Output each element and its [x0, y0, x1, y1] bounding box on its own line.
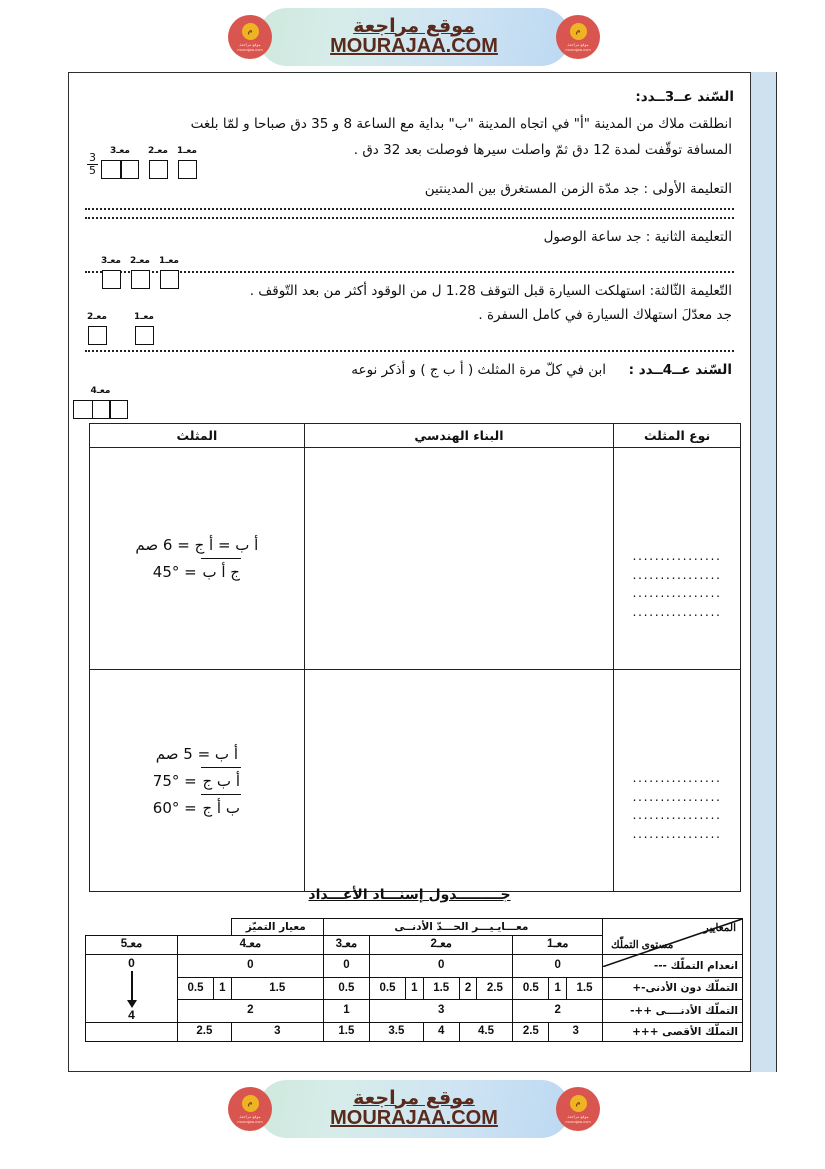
side-equality: أ ب = أ ج = 6 صم [135, 536, 259, 555]
excellence-scale-cell [86, 955, 178, 1023]
banner-text [258, 8, 570, 66]
logo-caption: موقع مراجعة mourajaa.com [565, 41, 591, 52]
angle-value: = 60° [152, 799, 202, 817]
score-checkbox[interactable] [88, 326, 107, 345]
partial-m2-c5: 2.5 [477, 977, 513, 1000]
cell-triangle-type[interactable] [614, 448, 741, 670]
side-strip [751, 72, 777, 1072]
logo-caption: موقع مراجعة mourajaa.com [237, 1113, 263, 1124]
max-m4-b: 2.5 [178, 1023, 232, 1042]
table-row [90, 670, 741, 892]
triangle-spec-line [91, 767, 303, 794]
logo-mark: م [242, 23, 259, 40]
angle-notation: أ ب ج [201, 767, 241, 794]
grading-corner-bottom-label: مستوى التملّك [611, 938, 674, 951]
logo-caption: موقع مراجعة mourajaa.com [237, 41, 263, 52]
score-boxes-instruction-2[interactable] [101, 255, 179, 289]
grading-table-title: جـــــــــدول إسنـــاد الأعـــداد [308, 887, 511, 903]
excellence-bottom-value: 4 [128, 1007, 135, 1022]
grading-row-maximum [86, 1023, 743, 1042]
excellence-arrow [86, 955, 177, 1022]
footer-banner [228, 1078, 600, 1140]
site-logo-right [556, 15, 600, 59]
score-box-label: معـ1 [134, 312, 154, 322]
score-box-label: معـ3 [110, 146, 130, 156]
criterion-header-m3: معـ3 [323, 936, 369, 955]
partial-m2-c4: 2 [459, 977, 477, 1000]
dots-line: ................ [632, 826, 722, 842]
angle-notation: ب أ ج [201, 794, 241, 821]
cell-triangle-spec [90, 670, 305, 892]
answer-line[interactable] [85, 208, 734, 210]
angle-value: = 75° [152, 771, 202, 790]
cell-triangle-type[interactable] [614, 670, 741, 892]
criterion-header-m5: معـ5 [86, 936, 178, 955]
triangle-spec-line [91, 794, 303, 821]
score-checkbox[interactable] [102, 270, 121, 289]
banner-arabic-title: موقع مراجعة [353, 14, 475, 37]
fraction-three-fifths [87, 152, 98, 176]
logo-mark: م [242, 1095, 259, 1112]
max-m1-b: 2.5 [513, 1023, 549, 1042]
max-m3: 1.5 [323, 1023, 369, 1042]
triangle-table [89, 423, 741, 892]
header-triangle-type: نوع المثلث [614, 424, 741, 448]
group-excellence-criterion: معيار التميّز [231, 919, 323, 936]
max-m2-c: 3.5 [370, 1023, 424, 1042]
max-excellence-blank [86, 1023, 178, 1042]
row-label-minimum: التملّك الأدنــــى ++- [603, 1000, 743, 1023]
score-box-label: معـ2 [148, 146, 168, 156]
score-checkbox[interactable] [160, 270, 179, 289]
criterion-header-m1: معـ1 [513, 936, 603, 955]
zero-m4: 0 [178, 955, 324, 978]
score-box-cell[interactable] [101, 145, 139, 179]
criterion-header-m2: معـ2 [370, 936, 513, 955]
score-box-cell[interactable] [130, 255, 150, 289]
dots-line: ................ [632, 547, 722, 563]
side-equality: أ ب = 5 صم [155, 744, 238, 763]
instruction-1-text: التعليمة الأولى : جد مدّة الزمن المستغرق بين المدينتين [424, 180, 732, 197]
logo-mark: م [570, 23, 587, 40]
score-box-cell[interactable] [101, 255, 121, 289]
group-minimum-criteria: معـــايـيـــر الحـــدّ الأدنــى [323, 919, 602, 936]
score-box-label: معـ1 [159, 256, 179, 266]
header-banner [228, 6, 600, 68]
table-row [90, 448, 741, 670]
sanad-3-line-2: المسافة توقّفت لمدة 12 دق ثمّ واصلت سيرها فوصلت بعد 32 دق . [353, 142, 732, 159]
grading-row-minimum [86, 1000, 743, 1023]
grading-group-header-row [86, 919, 743, 936]
site-logo-right [556, 1087, 600, 1131]
table-header-row [90, 424, 741, 448]
instruction-3-line-1: التّعليمة الثّالثة: استهلكت السيارة قبل التوقف 1.28 ل من الوقود أكثر من بعد التّوقف . [249, 283, 732, 300]
partial-m4-c1: 0.5 [178, 977, 214, 1000]
score-boxes-instruction-3[interactable] [87, 311, 154, 345]
score-checkbox[interactable] [131, 270, 150, 289]
down-arrow-icon [131, 971, 133, 1001]
header-construction: البناء الهندسي [304, 424, 613, 448]
score-box-label: معـ2 [87, 312, 107, 322]
sanad-3-line-1: انطلقت ملاك من المدينة "أ" في اتجاه المدينة "ب" بداية مع الساعة 8 و 35 دق صباحا و لمّا بلغت [190, 115, 732, 132]
banner-text [258, 1080, 570, 1138]
max-m2-b: 4 [423, 1023, 459, 1042]
cell-construction-area[interactable] [304, 670, 613, 892]
cell-construction-area[interactable] [304, 448, 613, 670]
score-checkbox[interactable] [135, 326, 154, 345]
answer-line[interactable] [85, 217, 734, 219]
banner-url[interactable]: MOURAJAA.COM [330, 35, 498, 58]
score-checkbox[interactable] [178, 160, 197, 179]
score-box-cell[interactable] [87, 311, 107, 345]
score-box-cell[interactable] [159, 255, 179, 289]
triangle-spec-line [91, 741, 303, 767]
zero-m2: 0 [370, 955, 513, 978]
sanad-4-title: السّند عــ4ــدد : [628, 361, 732, 378]
partial-m1-c1: 0.5 [513, 977, 549, 1000]
row-label-no-mastery: انعدام التملّك --- [603, 955, 743, 978]
row-label-maximum: التملّك الأقصى +++ [603, 1023, 743, 1042]
worksheet-frame [68, 72, 751, 1072]
header-triangle: المثلث [90, 424, 305, 448]
score-boxes-sanad-3[interactable] [101, 145, 197, 179]
angle-notation: ج أ ب [201, 558, 241, 585]
partial-m2-c1: 0.5 [370, 977, 406, 1000]
partial-m4-c3: 1.5 [231, 977, 323, 1000]
score-boxes-sanad-4[interactable] [73, 385, 128, 419]
score-box-label: معـ4 [90, 386, 111, 396]
partial-m3-c1: 0.5 [323, 977, 369, 1000]
dots-line: ................ [632, 604, 722, 620]
max-m4-a: 3 [231, 1023, 323, 1042]
criterion-header-m4: معـ4 [178, 936, 324, 955]
score-box-label: معـ3 [101, 256, 121, 266]
grading-corner-top-label: المعايير [703, 922, 736, 934]
banner-arabic-title: موقع مراجعة [353, 1086, 475, 1109]
angle-value: = 45° [152, 563, 202, 582]
worksheet-content [69, 73, 750, 1071]
logo-mark: م [570, 1095, 587, 1112]
score-checkbox[interactable] [101, 160, 139, 179]
instruction-2-text: التعليمة الثانية : جد ساعة الوصول [543, 228, 732, 245]
partial-m2-c2: 1 [405, 977, 423, 1000]
dots-line: ................ [632, 566, 722, 582]
triangle-spec-line [91, 532, 303, 558]
answer-line[interactable] [85, 350, 734, 352]
dots-line: ................ [632, 585, 722, 601]
grading-row-below-minimum [86, 977, 743, 1000]
min-m2: 3 [370, 1000, 513, 1023]
score-checkbox[interactable] [73, 400, 128, 419]
zero-m3: 0 [323, 955, 369, 978]
fraction-numerator: 3 [89, 151, 96, 164]
answer-line[interactable] [85, 271, 734, 273]
score-checkbox[interactable] [149, 160, 168, 179]
partial-m1-c2: 1 [549, 977, 567, 1000]
sanad-3-title: السّند عــ3ــدد: [635, 89, 734, 105]
banner-url[interactable]: MOURAJAA.COM [330, 1107, 498, 1130]
partial-m1-c3: 1.5 [567, 977, 603, 1000]
score-box-label: معـ2 [130, 256, 150, 266]
min-m3: 1 [323, 1000, 369, 1023]
grading-corner-cell [603, 919, 743, 955]
logo-caption: موقع مراجعة mourajaa.com [565, 1113, 591, 1124]
sanad-4-line [83, 358, 732, 382]
instruction-3-line-2: جد معدّلَ استهلاك السيارة في كامل السفرة . [478, 307, 732, 324]
partial-m2-c3: 1.5 [423, 977, 459, 1000]
dots-line: ................ [632, 807, 722, 823]
fraction-denominator: 5 [89, 163, 96, 177]
triangle-spec-line [91, 558, 303, 585]
dots-line: ................ [632, 788, 722, 804]
dots-line: ................ [632, 769, 722, 785]
min-m1: 2 [513, 1000, 603, 1023]
score-box-cell[interactable] [134, 311, 154, 345]
score-box-cell[interactable] [73, 385, 128, 419]
excellence-top-value: 0 [128, 955, 135, 970]
cell-triangle-spec [90, 448, 305, 670]
row-label-below-minimum: التملّك دون الأدنى-+ [603, 977, 743, 1000]
sanad-4-text: ابن في كلّ مرة المثلث ( أ ب ج ) و أذكر نوعه [351, 361, 607, 378]
max-m1-a: 3 [549, 1023, 603, 1042]
score-box-cell[interactable] [177, 145, 197, 179]
score-box-cell[interactable] [148, 145, 168, 179]
min-m4: 2 [178, 1000, 324, 1023]
zero-m1: 0 [513, 955, 603, 978]
grading-table [85, 918, 743, 1042]
score-box-label: معـ1 [177, 146, 197, 156]
max-m2-a: 4.5 [459, 1023, 513, 1042]
partial-m4-c2: 1 [213, 977, 231, 1000]
